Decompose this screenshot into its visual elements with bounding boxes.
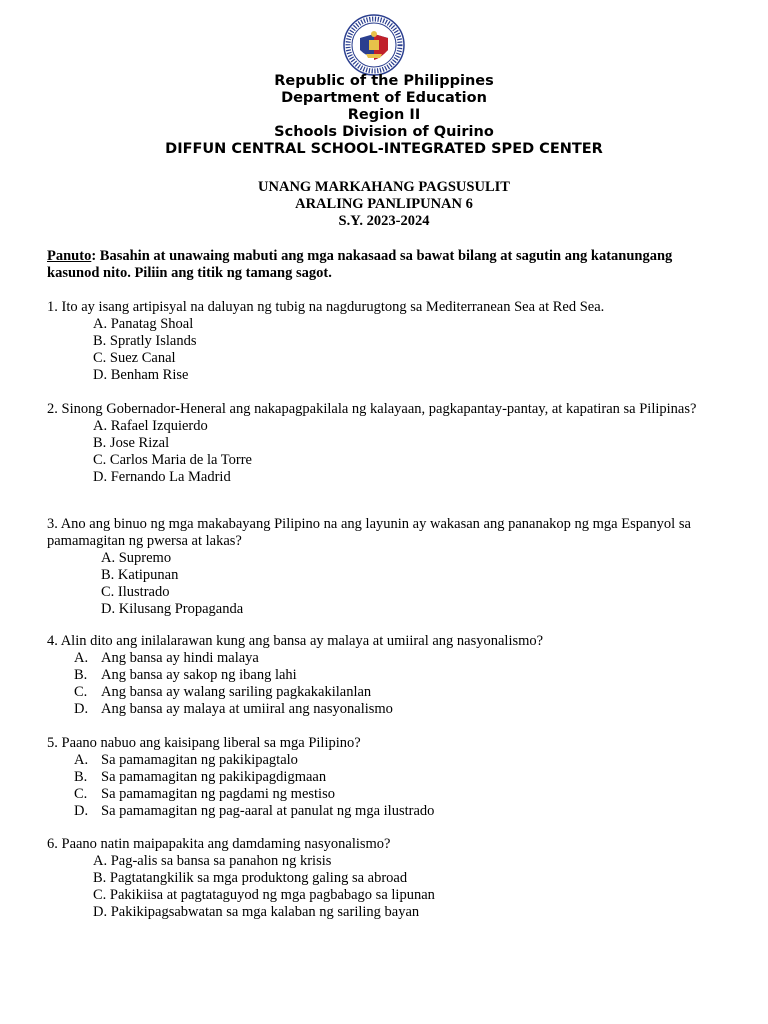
exam-subject: ARALING PANLIPUNAN 6 [295, 196, 473, 212]
option-text: Sa pamamagitan ng pakikipagtalo [101, 752, 298, 768]
header-region: Region II [347, 107, 421, 123]
option-letter: A. [74, 650, 89, 666]
question-5-option-a [47, 752, 721, 769]
question-5-option-c [47, 786, 721, 803]
deped-seal-logo [338, 14, 410, 76]
option-text: Ang bansa ay malaya at umiiral ang nasyonalismo [101, 701, 393, 717]
instructions-text: : Basahin at unawaing mabuti ang mga nakasaad sa bawat bilang at sagutin ang katanungang kasunod nito. Piliin ang titik ng tamang sagot. [47, 248, 673, 281]
option-letter: B. [74, 667, 88, 683]
option-text: Ang bansa ay sakop ng ibang lahi [101, 667, 297, 683]
option-text: Sa pamamagitan ng pakikipagdigmaan [101, 769, 327, 785]
question-2-option-b: B. Jose Rizal [93, 435, 170, 451]
option-letter: C. [74, 786, 88, 802]
option-letter: C. [74, 684, 88, 700]
question-5-stem: 5. Paano nabuo ang kaisipang liberal sa mga Pilipino? [47, 735, 361, 751]
question-4-option-a [47, 650, 721, 667]
question-4-stem: 4. Alin dito ang inilalarawan kung ang bansa ay malaya at umiiral ang nasyonalismo? [47, 633, 544, 649]
question-4-option-c [47, 684, 721, 701]
instructions [47, 248, 721, 282]
header-division: Schools Division of Quirino [274, 124, 494, 140]
question-2-option-a: A. Rafael Izquierdo [93, 418, 208, 434]
question-6 [47, 836, 721, 921]
school-header [0, 73, 768, 158]
option-text: Ang bansa ay walang sariling pagkakakilanlan [101, 684, 372, 700]
question-1-stem: 1. Ito ay isang artipisyal na daluyan ng tubig na nagdurugtong sa Mediterranean Sea at Red Sea. [47, 299, 605, 315]
question-6-stem: 6. Paano natin maipapakita ang damdaming nasyonalismo? [47, 836, 391, 852]
question-3 [47, 516, 721, 618]
question-3-option-d: D. Kilusang Propaganda [101, 601, 244, 617]
question-5 [47, 735, 721, 820]
question-3-option-a: A. Supremo [101, 550, 172, 566]
question-6-option-c: C. Pakikiisa at pagtataguyod ng mga pagbabago sa lipunan [93, 887, 435, 903]
question-4 [47, 633, 721, 718]
question-5-option-b [47, 769, 721, 786]
exam-title: UNANG MARKAHANG PAGSUSULIT [258, 179, 510, 195]
question-4-option-d [47, 701, 721, 718]
option-letter: A. [74, 752, 89, 768]
header-department: Department of Education [281, 90, 487, 106]
option-text: Sa pamamagitan ng pagdami ng mestiso [101, 786, 335, 802]
question-1-option-b: B. Spratly Islands [93, 333, 197, 349]
question-3-option-c: C. Ilustrado [101, 584, 170, 600]
question-6-option-b: B. Pagtatangkilik sa mga produktong galing sa abroad [93, 870, 408, 886]
option-text: Ang bansa ay hindi malaya [101, 650, 259, 666]
option-letter: B. [74, 769, 88, 785]
option-letter: D. [74, 803, 89, 819]
header-republic: Republic of the Philippines [274, 73, 494, 89]
instructions-label: Panuto [47, 248, 92, 264]
question-1-option-d: D. Benham Rise [93, 367, 189, 383]
question-1-option-a: A. Panatag Shoal [93, 316, 194, 332]
question-6-option-a: A. Pag-alis sa bansa sa panahon ng krisis [93, 853, 332, 869]
option-letter: D. [74, 701, 89, 717]
question-1 [47, 299, 721, 384]
question-4-option-b [47, 667, 721, 684]
question-1-option-c: C. Suez Canal [93, 350, 176, 366]
exam-header [0, 179, 768, 230]
header-school-name: DIFFUN CENTRAL SCHOOL-INTEGRATED SPED CENTER [165, 141, 603, 157]
question-2-option-d: D. Fernando La Madrid [93, 469, 231, 485]
question-6-option-d: D. Pakikipagsabwatan sa mga kalaban ng sariling bayan [93, 904, 420, 920]
question-2-option-c: C. Carlos Maria de la Torre [93, 452, 252, 468]
option-text: Sa pamamagitan ng pag-aaral at panulat ng mga ilustrado [101, 803, 435, 819]
question-5-option-d [47, 803, 721, 820]
question-2-stem: 2. Sinong Gobernador-Heneral ang nakapagpakilala ng kalayaan, pagkapantay-pantay, at kapatiran sa Pilipinas? [47, 401, 697, 417]
question-3-stem: 3. Ano ang binuo ng mga makabayang Pilipino na ang layunin ay wakasan ang pananakop ng mga Espanyol sa pamamagitan ng pwersa at lakas? [47, 516, 691, 549]
question-3-option-b: B. Katipunan [101, 567, 179, 583]
question-2 [47, 401, 721, 486]
exam-school-year: S.Y. 2023-2024 [338, 213, 430, 229]
